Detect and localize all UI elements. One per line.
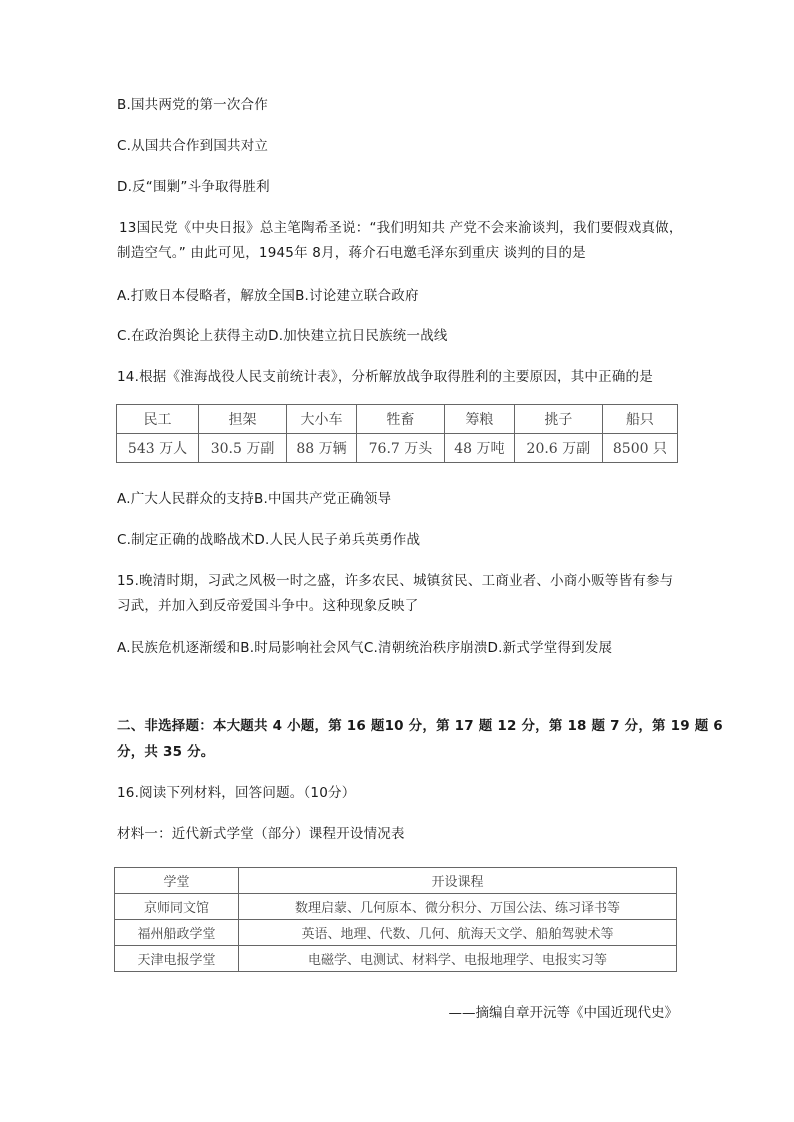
q12-option-b: B.国共两党的第一次合作 (117, 97, 268, 113)
table-cell: 30.5 万副 (198, 434, 286, 463)
q13-options-line2: C.在政治舆论上获得主动D.加快建立抗日民族统一战线 (117, 328, 448, 344)
table-cell: 48 万吨 (444, 434, 514, 463)
table-row (115, 946, 677, 972)
table-cell: 学堂 (115, 868, 239, 894)
table-cell: 福州船政学堂 (115, 920, 239, 946)
table-cell: 担架 (198, 405, 286, 434)
q15-stem-line2: 习武，并加入到反帝爱国斗争中。这种现象反映了 (117, 598, 419, 614)
table-row (115, 920, 677, 946)
q16-source-citation: ——摘编自章开沅等《中国近现代史》 (448, 1005, 678, 1021)
q12-option-c: C.从国共合作到国共对立 (117, 138, 269, 154)
q16-stem: 16.阅读下列材料，回答问题。（10分） (117, 785, 356, 801)
section2-heading-line2: 分，共 35 分。 (117, 744, 215, 760)
table-cell: 88 万辆 (287, 434, 357, 463)
table-cell: 543 万人 (117, 434, 199, 463)
table-cell: 开设课程 (239, 868, 677, 894)
section2-heading-line1: 二、非选择题：本大题共 4 小题，第 16 题10 分，第 17 题 12 分，第 18 题 7 分，第 19 题 6 (117, 718, 723, 734)
q14-stem: 14.根据《淮海战役人民支前统计表》，分析解放战争取得胜利的主要原因，其中正确的是 (117, 369, 653, 385)
table-cell: 船只 (602, 405, 677, 434)
q16-material1-title: 材料一：近代新式学堂（部分）课程开设情况表 (117, 826, 405, 842)
table-header-row (115, 868, 677, 894)
table-cell: 数理启蒙、几何原本、微分积分、万国公法、练习译书等 (239, 894, 677, 920)
table-cell: 英语、地理、代数、几何、航海天文学、船舶驾驶术等 (239, 920, 677, 946)
table-cell: 民工 (117, 405, 199, 434)
table-cell: 20.6 万副 (514, 434, 602, 463)
table-cell: 筹粮 (444, 405, 514, 434)
q15-options: A.民族危机逐渐缓和B.时局影响社会风气C.清朝统治秩序崩溃D.新式学堂得到发展 (117, 640, 613, 656)
table-cell: 大小车 (287, 405, 357, 434)
q15-stem-line1: 15.晚清时期，习武之风极一时之盛，许多农民、城镇贫民、工商业者、小商小贩等皆有参与 (117, 573, 674, 589)
table-row (115, 894, 677, 920)
table-cell: 挑子 (514, 405, 602, 434)
table-cell: 76.7 万头 (356, 434, 444, 463)
table-cell: 牲畜 (356, 405, 444, 434)
q14-statistics-table (116, 404, 678, 463)
q13-stem-line1: 13国民党《中央日报》总主笔陶希圣说：“我们明知共 产党不会来渝谈判，我们要假戏真做， (119, 220, 683, 236)
table-cell: 8500 只 (602, 434, 677, 463)
q12-option-d: D.反“围剿”斗争取得胜利 (117, 179, 270, 195)
q16-course-table (114, 867, 677, 972)
q13-options-line1: A.打败日本侵略者，解放全国B.讨论建立联合政府 (117, 288, 419, 304)
table-cell: 京师同文馆 (115, 894, 239, 920)
q14-options-line1: A.广大人民群众的支持B.中国共产党正确领导 (117, 491, 392, 507)
table-header-row (117, 405, 678, 434)
table-cell: 天津电报学堂 (115, 946, 239, 972)
q14-options-line2: C.制定正确的战略战术D.人民人民子弟兵英勇作战 (117, 532, 421, 548)
q13-stem-line2: 制造空气。” 由此可见，1945年 8月，蒋介石电邀毛泽东到重庆 谈判的目的是 (117, 245, 586, 261)
table-row (117, 434, 678, 463)
table-cell: 电磁学、电测试、材料学、电报地理学、电报实习等 (239, 946, 677, 972)
